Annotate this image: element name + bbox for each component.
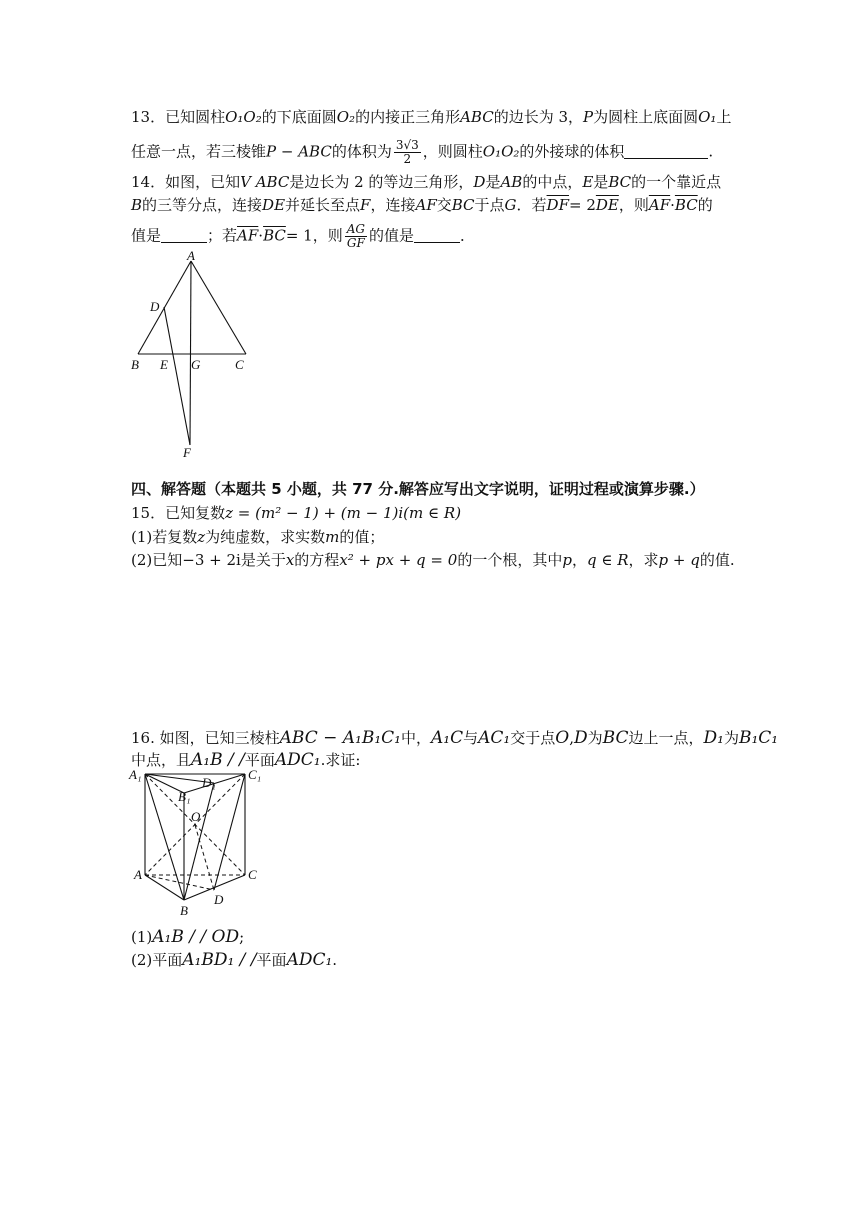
math-z: z bbox=[197, 528, 206, 546]
math-root: −3 + 2i bbox=[182, 551, 241, 569]
q16-text: .求证: bbox=[320, 751, 361, 769]
q16-text: 中点，且 bbox=[131, 751, 192, 769]
math-eq: = 1 bbox=[285, 226, 313, 245]
fig-label: D bbox=[214, 892, 224, 907]
math-o1o2: O₁O₂ bbox=[482, 142, 520, 161]
math-p: p bbox=[562, 551, 572, 569]
q16-text: 16. 如图，已知三棱柱 bbox=[131, 729, 280, 747]
math-o2: O₂ bbox=[336, 108, 356, 126]
q13-text: 的外接球的体积 bbox=[519, 142, 625, 161]
q13-number: 13． bbox=[131, 108, 166, 126]
vector-de: $\overline{DE}$ bbox=[595, 196, 619, 214]
math-triangle: V ABC bbox=[240, 173, 290, 191]
math-bc: BC bbox=[602, 728, 629, 748]
q16-line-1 bbox=[131, 728, 778, 748]
q14-text: 的中点， bbox=[522, 173, 583, 191]
answer-blank[interactable] bbox=[161, 228, 207, 243]
q15-text: ， bbox=[571, 551, 587, 569]
q14-text: 的三等分点，连接 bbox=[142, 196, 263, 214]
q14-text: 是 bbox=[485, 173, 501, 191]
math-o1o2: O₁O₂ bbox=[225, 108, 262, 126]
math-o: O bbox=[555, 728, 570, 748]
q13-text: 上 bbox=[716, 108, 732, 126]
q15-text: 的值； bbox=[339, 528, 385, 546]
q14-text: 并延长至点 bbox=[285, 196, 361, 214]
vector-bc: $\overline{BC}$ bbox=[263, 226, 286, 245]
math-bc: BC bbox=[608, 173, 632, 191]
fig-label: D bbox=[150, 299, 160, 314]
q16-text: . bbox=[332, 951, 338, 969]
q13-line-1 bbox=[131, 107, 731, 127]
math-eq: = 2 bbox=[568, 196, 596, 214]
fraction-numerator: 3√3 bbox=[395, 138, 419, 152]
q13-text: ，则圆柱 bbox=[422, 142, 483, 161]
answer-blank[interactable] bbox=[414, 228, 460, 243]
math-d: D bbox=[473, 173, 486, 191]
q14-number: 14． bbox=[131, 173, 166, 191]
math-a1b-od: A₁B / / OD bbox=[152, 927, 240, 947]
q14-line-1 bbox=[131, 172, 721, 192]
q15-number: 15． bbox=[131, 504, 166, 522]
q15-text: (1)若复数 bbox=[131, 528, 198, 546]
math-pabc: P − ABC bbox=[266, 142, 332, 161]
math-b: B bbox=[131, 196, 143, 214]
q15-text: ，求 bbox=[628, 551, 659, 569]
q16-text: ; bbox=[239, 928, 245, 946]
fig-label: C bbox=[248, 867, 257, 882]
q14-text: ． bbox=[460, 226, 476, 245]
math-abc: ABC bbox=[460, 108, 494, 126]
fig-label: C₁ bbox=[248, 767, 262, 782]
q13-text: 为圆柱上底面圆 bbox=[593, 108, 699, 126]
q15-line-1 bbox=[131, 503, 461, 523]
math-a1c: A₁C bbox=[431, 728, 464, 748]
math-p: P bbox=[583, 108, 594, 126]
q16-text: 平面 bbox=[244, 751, 275, 769]
q13-text: 的体积为 bbox=[331, 142, 392, 161]
q15-text: 的值. bbox=[699, 551, 735, 569]
fig-label: O bbox=[191, 809, 201, 824]
math-ac1: AC₁ bbox=[478, 728, 511, 748]
math-e: E bbox=[582, 173, 594, 191]
math-af: AF bbox=[415, 196, 437, 214]
math-bc: BC bbox=[451, 196, 475, 214]
volume-fraction bbox=[394, 139, 421, 166]
math-d: D bbox=[573, 728, 588, 748]
q16-text: 边上一点， bbox=[628, 729, 704, 747]
q15-text: 的一个根，其中 bbox=[457, 551, 563, 569]
q15-text: 为纯虚数，求实数 bbox=[205, 528, 326, 546]
math-b1c1: B₁C₁ bbox=[738, 728, 779, 748]
q13-text: 任意一点，若三棱锥 bbox=[131, 142, 267, 161]
fraction-denominator: GF bbox=[346, 236, 365, 250]
q16-text: (1) bbox=[131, 928, 153, 946]
q16-text: 与 bbox=[463, 729, 479, 747]
q13-text: 已知圆柱 bbox=[165, 108, 226, 126]
q16-text: , bbox=[569, 729, 574, 747]
q16-text: 中， bbox=[401, 729, 432, 747]
fig-label: B₁ bbox=[178, 789, 191, 804]
q14-text: 交 bbox=[436, 196, 452, 214]
q13-line-2 bbox=[131, 139, 713, 166]
fig-label: A bbox=[134, 867, 142, 882]
math-de: DE bbox=[262, 196, 286, 214]
section-heading: 四、解答题（本题共 5 小题，共 77 分.解答应写出文字说明，证明过程或演算步骤.） bbox=[131, 480, 705, 498]
fig-label: E bbox=[160, 357, 168, 372]
math-q: q ∈ R bbox=[586, 551, 629, 569]
math-m: m bbox=[325, 528, 340, 546]
triangle-figure bbox=[125, 245, 260, 460]
math-x: x bbox=[285, 551, 295, 569]
fig-label: F bbox=[183, 445, 191, 460]
vector-df: $\overline{DF}$ bbox=[546, 196, 569, 214]
q14-text: 如图，已知 bbox=[165, 173, 241, 191]
q16-text: 为 bbox=[587, 729, 603, 747]
q15-part-1 bbox=[131, 527, 384, 547]
math-prism: ABC − A₁B₁C₁ bbox=[279, 728, 401, 748]
q14-text: ，则 bbox=[618, 196, 649, 214]
q13-text: 的边长为 3， bbox=[493, 108, 584, 126]
math-f: F bbox=[360, 196, 371, 214]
fig-label: C bbox=[235, 357, 244, 372]
vector-af: $\overline{AF}$ bbox=[648, 196, 671, 214]
q15-text: 已知复数 bbox=[165, 504, 226, 522]
prism-figure bbox=[125, 765, 265, 923]
math-ab: AB bbox=[500, 173, 523, 191]
math-complex: z = (m² − 1) + (m − 1)i(m ∈ R) bbox=[225, 504, 462, 522]
q16-part-2 bbox=[131, 950, 337, 970]
q15-text: 的方程 bbox=[294, 551, 340, 569]
q14-text: ，连接 bbox=[370, 196, 416, 214]
math-p-plus-q: p + q bbox=[658, 551, 700, 569]
q16-text: 交于点 bbox=[510, 729, 556, 747]
math-dot: · bbox=[258, 226, 264, 245]
q14-text: 是边长为 2 的等边三角形， bbox=[289, 173, 474, 191]
q14-line-2 bbox=[131, 195, 713, 215]
q14-text: 是 bbox=[593, 173, 609, 191]
ag-gf-fraction bbox=[345, 223, 367, 250]
math-o1: O₁ bbox=[698, 108, 717, 126]
fig-label: G bbox=[191, 357, 201, 372]
q15-text: (2)已知 bbox=[131, 551, 183, 569]
fig-label: A bbox=[187, 248, 195, 263]
q16-text: 平面 bbox=[256, 951, 287, 969]
math-dot: · bbox=[670, 196, 675, 214]
q14-text: ；若 bbox=[207, 226, 238, 245]
q16-text: 为 bbox=[723, 729, 739, 747]
q16-part-1 bbox=[131, 927, 244, 947]
q14-text: 的一个靠近点 bbox=[631, 173, 722, 191]
q14-text: 的值是 bbox=[369, 226, 415, 245]
math-equation: x² + px + q = 0 bbox=[339, 551, 458, 569]
q14-text: ．若 bbox=[516, 196, 547, 214]
fraction-numerator: AG bbox=[346, 222, 366, 236]
math-a1b-parallel: A₁B / / bbox=[191, 750, 245, 770]
q14-text: ，则 bbox=[312, 226, 343, 245]
fig-label: B bbox=[180, 903, 188, 918]
vector-af: $\overline{AF}$ bbox=[237, 226, 259, 245]
q14-text: 的 bbox=[697, 196, 713, 214]
math-a1bd1: A₁BD₁ / / bbox=[182, 950, 257, 970]
q13-text: 的内接正三角形 bbox=[355, 108, 461, 126]
fig-label: B bbox=[131, 357, 139, 372]
q14-text: 值是 bbox=[131, 226, 162, 245]
q15-part-2 bbox=[131, 550, 735, 570]
q16-text: (2)平面 bbox=[131, 951, 183, 969]
fraction-denominator: 2 bbox=[403, 152, 412, 166]
math-adc1: ADC₁ bbox=[286, 950, 333, 970]
q14-text: 于点 bbox=[474, 196, 505, 214]
math-adc1: ADC₁ bbox=[274, 750, 321, 770]
q13-text: 的下底面圆 bbox=[261, 108, 337, 126]
vector-bc: $\overline{BC}$ bbox=[674, 196, 698, 214]
fig-label: D₁ bbox=[202, 775, 216, 790]
math-d1: D₁ bbox=[703, 728, 724, 748]
fig-label: A₁ bbox=[129, 767, 142, 782]
q15-text: 是关于 bbox=[240, 551, 286, 569]
math-g: G bbox=[504, 196, 517, 214]
answer-blank[interactable] bbox=[624, 144, 708, 159]
q13-text: . bbox=[708, 142, 714, 161]
